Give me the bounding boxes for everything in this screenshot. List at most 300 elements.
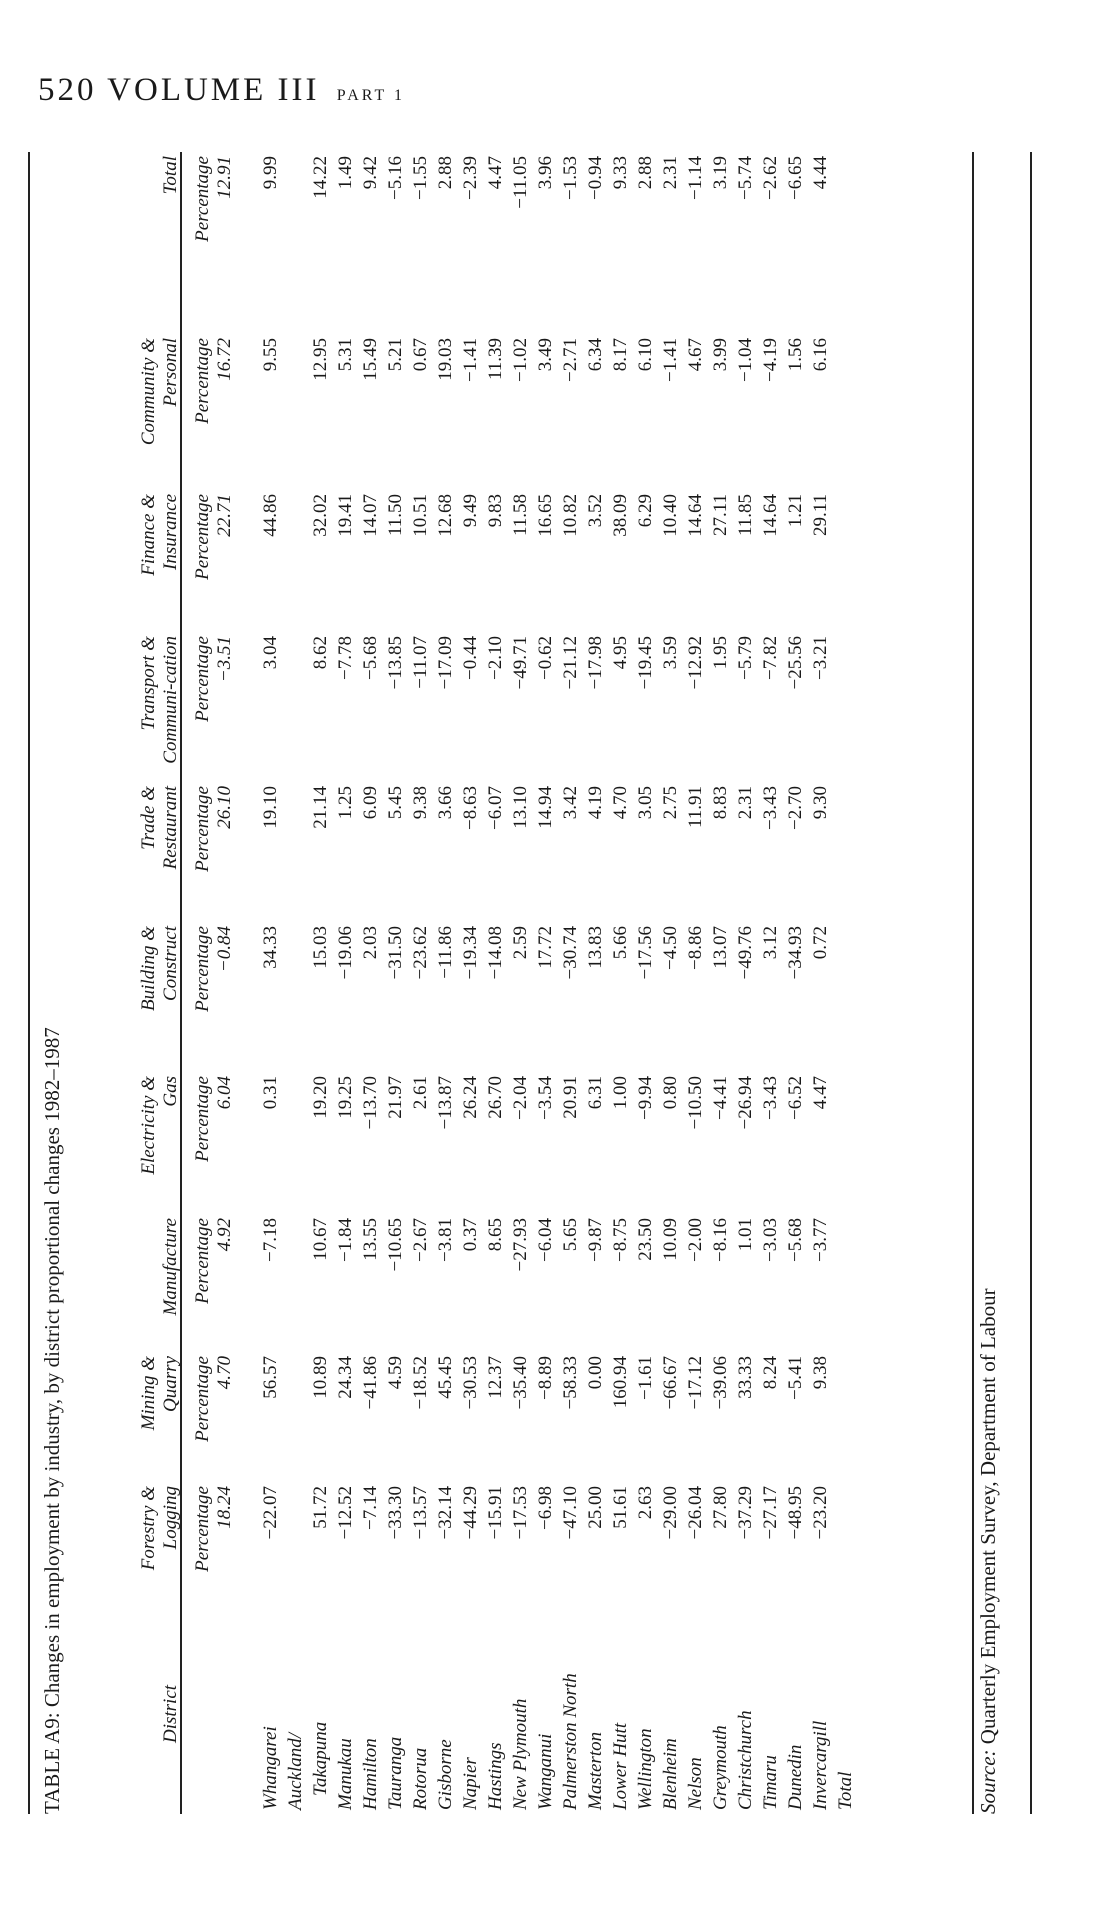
- table-cell: 4.47: [485, 156, 506, 190]
- table-cell: −23.20: [810, 1486, 831, 1540]
- table-cell: 3.49: [535, 338, 556, 372]
- table-cell: −17.12: [685, 1356, 706, 1410]
- table-cell: −48.95: [785, 1486, 806, 1540]
- table-cell: [833, 1482, 858, 1614]
- table-cell: 1.01: [735, 1218, 756, 1252]
- national-value: 18.24: [214, 1486, 235, 1529]
- table-cell: 13.07: [710, 926, 731, 969]
- table-cell: 9.30: [810, 786, 831, 820]
- district-name: Manukau: [335, 1738, 356, 1810]
- table-cell: 3.04: [260, 636, 281, 670]
- table-cell: −11.05: [510, 156, 531, 209]
- table-row: [283, 152, 308, 1814]
- table-cell: 0.80: [660, 1076, 681, 1110]
- table-cell: −1.14: [685, 156, 706, 200]
- table-cell: [283, 632, 308, 782]
- table-cell: −15.91: [485, 1486, 506, 1540]
- employment-table: [116, 152, 858, 1814]
- table-cell: −8.75: [610, 1218, 631, 1262]
- table-cell: −13.87: [435, 1076, 456, 1130]
- table-cell: 29.11: [810, 494, 831, 537]
- table-cell: [283, 922, 308, 1072]
- table-cell: 33.33: [735, 1356, 756, 1399]
- district-name: Wellington: [635, 1728, 656, 1810]
- table-cell: 2.88: [435, 156, 456, 190]
- table-cell: −7.78: [335, 636, 356, 680]
- table-row: [708, 152, 733, 1814]
- table-cell: −4.41: [710, 1076, 731, 1120]
- table-cell: −18.52: [410, 1356, 431, 1410]
- table-cell: 11.91: [685, 786, 706, 829]
- district-name: Nelson: [685, 1757, 706, 1810]
- table-row: [833, 152, 858, 1814]
- table-cell: 21.97: [385, 1076, 406, 1119]
- table-cell: [833, 632, 858, 782]
- table-row: [483, 152, 508, 1814]
- unit-cell: Percentage: [192, 156, 213, 242]
- table-cell: −19.34: [460, 926, 481, 980]
- table-cell: 5.31: [335, 338, 356, 372]
- table-cell: −49.76: [735, 926, 756, 980]
- table-cell: −8.89: [535, 1356, 556, 1400]
- table-cell: −6.65: [785, 156, 806, 200]
- table-cell: −25.56: [785, 636, 806, 690]
- table-cell: 6.09: [360, 786, 381, 820]
- table-cell: −47.10: [560, 1486, 581, 1540]
- district-name: Blenheim: [660, 1738, 681, 1810]
- table-cell: 51.61: [610, 1486, 631, 1529]
- table-cell: −1.84: [335, 1218, 356, 1262]
- unit-cell: Percentage: [192, 338, 213, 424]
- table-cell: 9.83: [485, 494, 506, 528]
- table-cell: 3.66: [435, 786, 456, 820]
- table-cell: 3.59: [660, 636, 681, 670]
- table-cell: 26.24: [460, 1076, 481, 1119]
- table-cell: 10.09: [660, 1218, 681, 1261]
- table-cell: −8.86: [685, 926, 706, 970]
- table-cell: 9.55: [260, 338, 281, 372]
- table-row: [408, 152, 433, 1814]
- table-cell: 0.00: [585, 1356, 606, 1390]
- unit-cell: Percentage: [192, 494, 213, 580]
- table-cell: 14.07: [360, 494, 381, 537]
- table-cell: −0.44: [460, 636, 481, 680]
- table-cell: 38.09: [610, 494, 631, 537]
- source-text: Quarterly Employment Survey, Department of Labour: [976, 1288, 1000, 1745]
- table-row: [633, 152, 658, 1814]
- table-cell: 14.94: [535, 786, 556, 829]
- table-cell: [283, 1072, 308, 1214]
- table-cell: −66.67: [660, 1356, 681, 1410]
- national-value: 22.71: [214, 494, 235, 537]
- table-cell: −17.98: [585, 636, 606, 690]
- table-cell: 0.67: [410, 338, 431, 372]
- table-cell: −11.86: [435, 926, 456, 979]
- table-cell: −3.03: [760, 1218, 781, 1262]
- table-cell: −26.04: [685, 1486, 706, 1540]
- table-row: [333, 152, 358, 1814]
- district-name: Takapuna: [310, 1721, 331, 1796]
- table-cell: 17.72: [535, 926, 556, 969]
- table-cell: [283, 782, 308, 922]
- unit-row: [192, 152, 214, 1814]
- table-cell: −19.06: [335, 926, 356, 980]
- table-cell: 3.19: [710, 156, 731, 190]
- table-cell: −1.04: [735, 338, 756, 382]
- national-value: −0.84: [214, 926, 235, 973]
- table-cell: −19.45: [635, 636, 656, 690]
- table-row: [383, 152, 408, 1814]
- table-cell: 12.37: [485, 1356, 506, 1399]
- district-name: Dunedin: [785, 1744, 806, 1810]
- table-cell: 10.82: [560, 494, 581, 537]
- part-label: PART 1: [336, 87, 405, 104]
- table-cell: −3.81: [435, 1218, 456, 1262]
- district-name: Rotorua: [410, 1747, 431, 1810]
- table-cell: 15.03: [310, 926, 331, 969]
- table-cell: −58.33: [560, 1356, 581, 1410]
- table-cell: −7.18: [260, 1218, 281, 1262]
- table-cell: 4.70: [610, 786, 631, 820]
- table-cell: −13.57: [410, 1486, 431, 1540]
- volume-title: VOLUME III: [107, 72, 320, 108]
- table-cell: 8.83: [710, 786, 731, 820]
- table-row: [308, 152, 333, 1814]
- table-cell: 32.02: [310, 494, 331, 537]
- table-cell: 15.49: [360, 338, 381, 381]
- table-cell: 6.34: [585, 338, 606, 372]
- table-cell: −2.04: [510, 1076, 531, 1120]
- table-cell: [833, 334, 858, 490]
- table-cell: 1.95: [710, 636, 731, 670]
- table-cell: 2.31: [660, 156, 681, 190]
- table-cell: −5.74: [735, 156, 756, 200]
- table-cell: −4.50: [660, 926, 681, 970]
- table-cell: 12.95: [310, 338, 331, 381]
- table-row: [658, 152, 683, 1814]
- page-number: 520: [38, 72, 97, 108]
- table-cell: [833, 1072, 858, 1214]
- table-cell: 19.25: [335, 1076, 356, 1119]
- table-cell: [283, 1482, 308, 1614]
- national-value: 26.10: [214, 786, 235, 829]
- table-cell: 5.21: [385, 338, 406, 372]
- table-cell: 6.16: [810, 338, 831, 372]
- table-cell: 56.57: [260, 1356, 281, 1399]
- table-cell: 20.91: [560, 1076, 581, 1119]
- table-row: [683, 152, 708, 1814]
- table-cell: 8.17: [610, 338, 631, 372]
- district-name: Gisborne: [435, 1739, 456, 1810]
- table-cell: −5.68: [360, 636, 381, 680]
- spacer-row: [236, 152, 258, 1814]
- table-cell: −2.67: [410, 1218, 431, 1262]
- table-cell: −4.19: [760, 338, 781, 382]
- district-name: Auckland/: [285, 1732, 306, 1810]
- table-cell: 14.64: [685, 494, 706, 537]
- column-header: Mining & Quarry: [138, 1356, 181, 1431]
- table-cell: 160.94: [610, 1356, 631, 1409]
- table-cell: 51.72: [310, 1486, 331, 1529]
- rotated-table-frame: [30, 152, 1032, 1814]
- table-row: [608, 152, 633, 1814]
- table-cell: −2.70: [785, 786, 806, 830]
- table-cell: −1.41: [660, 338, 681, 382]
- unit-cell: Percentage: [192, 1486, 213, 1572]
- table-row: [808, 152, 833, 1814]
- table-cell: 3.52: [585, 494, 606, 528]
- table-cell: 45.45: [435, 1356, 456, 1399]
- table-cell: 11.50: [385, 494, 406, 537]
- table-cell: −12.52: [335, 1486, 356, 1540]
- table-cell: −27.17: [760, 1486, 781, 1540]
- table-cell: [833, 1352, 858, 1482]
- unit-cell: Percentage: [192, 1076, 213, 1162]
- table-row: [508, 152, 533, 1814]
- column-header: Trade & Restaurant: [138, 786, 181, 870]
- table-cell: 3.96: [535, 156, 556, 190]
- column-header: Community & Personal: [138, 338, 181, 446]
- national-value: 6.04: [214, 1076, 235, 1110]
- table-cell: 11.85: [735, 494, 756, 537]
- table-cell: 4.47: [810, 1076, 831, 1110]
- table-cell: −6.07: [485, 786, 506, 830]
- table-cell: −13.70: [360, 1076, 381, 1130]
- table-cell: −17.56: [635, 926, 656, 980]
- table-cell: 9.49: [460, 494, 481, 528]
- national-value: 16.72: [214, 338, 235, 381]
- table-cell: 9.42: [360, 156, 381, 190]
- table-cell: −34.93: [785, 926, 806, 980]
- source-note: [976, 1288, 1001, 1814]
- table-cell: −6.52: [785, 1076, 806, 1120]
- table-cell: −14.08: [485, 926, 506, 980]
- table-cell: 16.65: [535, 494, 556, 537]
- table-cell: 4.67: [685, 338, 706, 372]
- table-cell: 1.25: [335, 786, 356, 820]
- table-cell: −27.93: [510, 1218, 531, 1272]
- table-cell: 1.49: [335, 156, 356, 190]
- table-cell: −12.92: [685, 636, 706, 690]
- national-row: [214, 152, 236, 1814]
- table-cell: [283, 490, 308, 632]
- table-cell: −3.77: [810, 1218, 831, 1262]
- table-cell: 9.38: [410, 786, 431, 820]
- table-cell: 13.55: [360, 1218, 381, 1261]
- table-cell: −0.94: [585, 156, 606, 200]
- table-cell: 2.63: [635, 1486, 656, 1520]
- table-cell: −5.68: [785, 1218, 806, 1262]
- unit-cell: Percentage: [192, 926, 213, 1012]
- table-cell: 1.00: [610, 1076, 631, 1110]
- table-cell: −9.94: [635, 1076, 656, 1120]
- table-cell: 19.03: [435, 338, 456, 381]
- table-cell: −1.02: [510, 338, 531, 382]
- table-cell: −10.65: [385, 1218, 406, 1272]
- table-cell: −9.87: [585, 1218, 606, 1262]
- table-cell: 5.45: [385, 786, 406, 820]
- table-row: [433, 152, 458, 1814]
- table-cell: 12.68: [435, 494, 456, 537]
- table-cell: 1.21: [785, 494, 806, 528]
- table-cell: 10.51: [410, 494, 431, 537]
- table-cell: 5.66: [610, 926, 631, 960]
- table-cell: −1.41: [460, 338, 481, 382]
- table-cell: 9.38: [810, 1356, 831, 1390]
- table-cell: 4.44: [810, 156, 831, 190]
- table-cell: 27.80: [710, 1486, 731, 1529]
- national-value: 4.92: [214, 1218, 235, 1252]
- district-name: Napier: [460, 1757, 481, 1810]
- district-name: Christchurch: [735, 1710, 756, 1810]
- district-name: Hastings: [485, 1742, 506, 1810]
- column-header: District: [160, 1684, 181, 1744]
- district-name: Palmerston North: [560, 1673, 581, 1810]
- district-name: Lower Hutt: [610, 1722, 631, 1810]
- table-cell: 1.56: [785, 338, 806, 372]
- table-cell: 25.00: [585, 1486, 606, 1529]
- table-cell: 2.03: [360, 926, 381, 960]
- table-row: [358, 152, 383, 1814]
- table-cell: 6.29: [635, 494, 656, 528]
- table-cell: −1.61: [635, 1356, 656, 1400]
- table-body: [258, 152, 858, 1814]
- table-cell: 10.67: [310, 1218, 331, 1261]
- unit-cell: Percentage: [192, 636, 213, 722]
- table-cell: 2.59: [510, 926, 531, 960]
- table-cell: −0.62: [535, 636, 556, 680]
- column-header: Transport & Communi-cation: [138, 636, 181, 764]
- table-cell: 8.62: [310, 636, 331, 670]
- district-name: Wanganui: [535, 1733, 556, 1810]
- table-cell: 6.31: [585, 1076, 606, 1110]
- table-cell: −10.50: [685, 1076, 706, 1130]
- header-row: [116, 152, 192, 1814]
- table-cell: −49.71: [510, 636, 531, 690]
- table-cell: 3.42: [560, 786, 581, 820]
- national-value: 4.70: [214, 1356, 235, 1390]
- table-cell: 11.39: [485, 338, 506, 381]
- table-cell: 23.50: [635, 1218, 656, 1261]
- table-cell: 3.05: [635, 786, 656, 820]
- table-cell: 4.95: [610, 636, 631, 670]
- table-row: [558, 152, 583, 1814]
- column-header: Electricity & Gas: [138, 1076, 181, 1175]
- unit-cell: Percentage: [192, 1356, 213, 1442]
- table-cell: −2.10: [485, 636, 506, 680]
- table-cell: −3.43: [760, 1076, 781, 1120]
- table-cell: 3.99: [710, 338, 731, 372]
- table-cell: −30.74: [560, 926, 581, 980]
- table-cell: 34.33: [260, 926, 281, 969]
- table-cell: 14.22: [310, 156, 331, 199]
- table-cell: 0.31: [260, 1076, 281, 1110]
- table-cell: −3.21: [810, 636, 831, 680]
- unit-row-label: [192, 1614, 214, 1814]
- table-cell: 9.33: [610, 156, 631, 190]
- unit-cell: Percentage: [192, 1218, 213, 1304]
- table-cell: [283, 1214, 308, 1352]
- table-cell: −44.29: [460, 1486, 481, 1540]
- table-cell: −21.12: [560, 636, 581, 690]
- table-cell: [283, 1352, 308, 1482]
- table-cell: 8.65: [485, 1218, 506, 1252]
- table-cell: 2.75: [660, 786, 681, 820]
- table-cell: −11.07: [410, 636, 431, 689]
- table-cell: −2.39: [460, 156, 481, 200]
- table-cell: 13.83: [585, 926, 606, 969]
- table-cell: 26.70: [485, 1076, 506, 1119]
- district-name: Timaru: [760, 1755, 781, 1810]
- table-cell: 10.89: [310, 1356, 331, 1399]
- table-row: [458, 152, 483, 1814]
- table-cell: 19.10: [260, 786, 281, 829]
- table-cell: −22.07: [260, 1486, 281, 1540]
- national-value: 12.91: [214, 156, 235, 199]
- table-caption: TABLE A9: Changes in employment by industry, by district proportional changes 1982–1987: [40, 1027, 64, 1814]
- table-cell: −17.09: [435, 636, 456, 690]
- table-cell: −13.85: [385, 636, 406, 690]
- table-cell: 4.19: [585, 786, 606, 820]
- national-value: −3.51: [214, 636, 235, 683]
- table-cell: 3.12: [760, 926, 781, 960]
- column-header: Manufacture: [160, 1218, 181, 1316]
- table-cell: 4.59: [385, 1356, 406, 1390]
- table-cell: −5.79: [735, 636, 756, 680]
- table-row: [783, 152, 808, 1814]
- table-cell: 8.24: [760, 1356, 781, 1390]
- district-name: Masterton: [585, 1731, 606, 1810]
- table-cell: −32.14: [435, 1486, 456, 1540]
- table-cell: −7.82: [760, 636, 781, 680]
- table-cell: −3.54: [535, 1076, 556, 1120]
- table-cell: −6.98: [535, 1486, 556, 1530]
- table-cell: −7.14: [360, 1486, 381, 1530]
- table-cell: [283, 152, 308, 334]
- table-cell: −41.86: [360, 1356, 381, 1410]
- table-cell: −29.00: [660, 1486, 681, 1540]
- table-row: [583, 152, 608, 1814]
- page-header: [38, 72, 405, 112]
- table-cell: −30.53: [460, 1356, 481, 1410]
- table-cell: 14.64: [760, 494, 781, 537]
- table-cell: −8.16: [710, 1218, 731, 1262]
- table-cell: 11.58: [510, 494, 531, 537]
- table-cell: −39.06: [710, 1356, 731, 1410]
- column-header: Forestry & Logging: [138, 1486, 181, 1571]
- table-cell: [833, 1214, 858, 1352]
- table-row: [758, 152, 783, 1814]
- table-cell: −1.53: [560, 156, 581, 200]
- district-name: Invercargill: [810, 1720, 831, 1810]
- table-cell: 2.88: [635, 156, 656, 190]
- table-cell: −8.63: [460, 786, 481, 830]
- column-header: Finance & Insurance: [138, 494, 181, 576]
- table-cell: −31.50: [385, 926, 406, 980]
- table-cell: −23.62: [410, 926, 431, 980]
- column-header: Building & Construct: [138, 926, 181, 1011]
- table-cell: −5.16: [385, 156, 406, 200]
- district-name: Total: [835, 1771, 856, 1810]
- table-cell: 0.37: [460, 1218, 481, 1252]
- table-cell: 6.10: [635, 338, 656, 372]
- column-header: Total: [160, 156, 181, 195]
- table-cell: −5.41: [785, 1356, 806, 1400]
- source-label: Source:: [976, 1749, 1000, 1814]
- table-cell: 13.10: [510, 786, 531, 829]
- table-cell: −6.04: [535, 1218, 556, 1262]
- table-cell: −3.43: [760, 786, 781, 830]
